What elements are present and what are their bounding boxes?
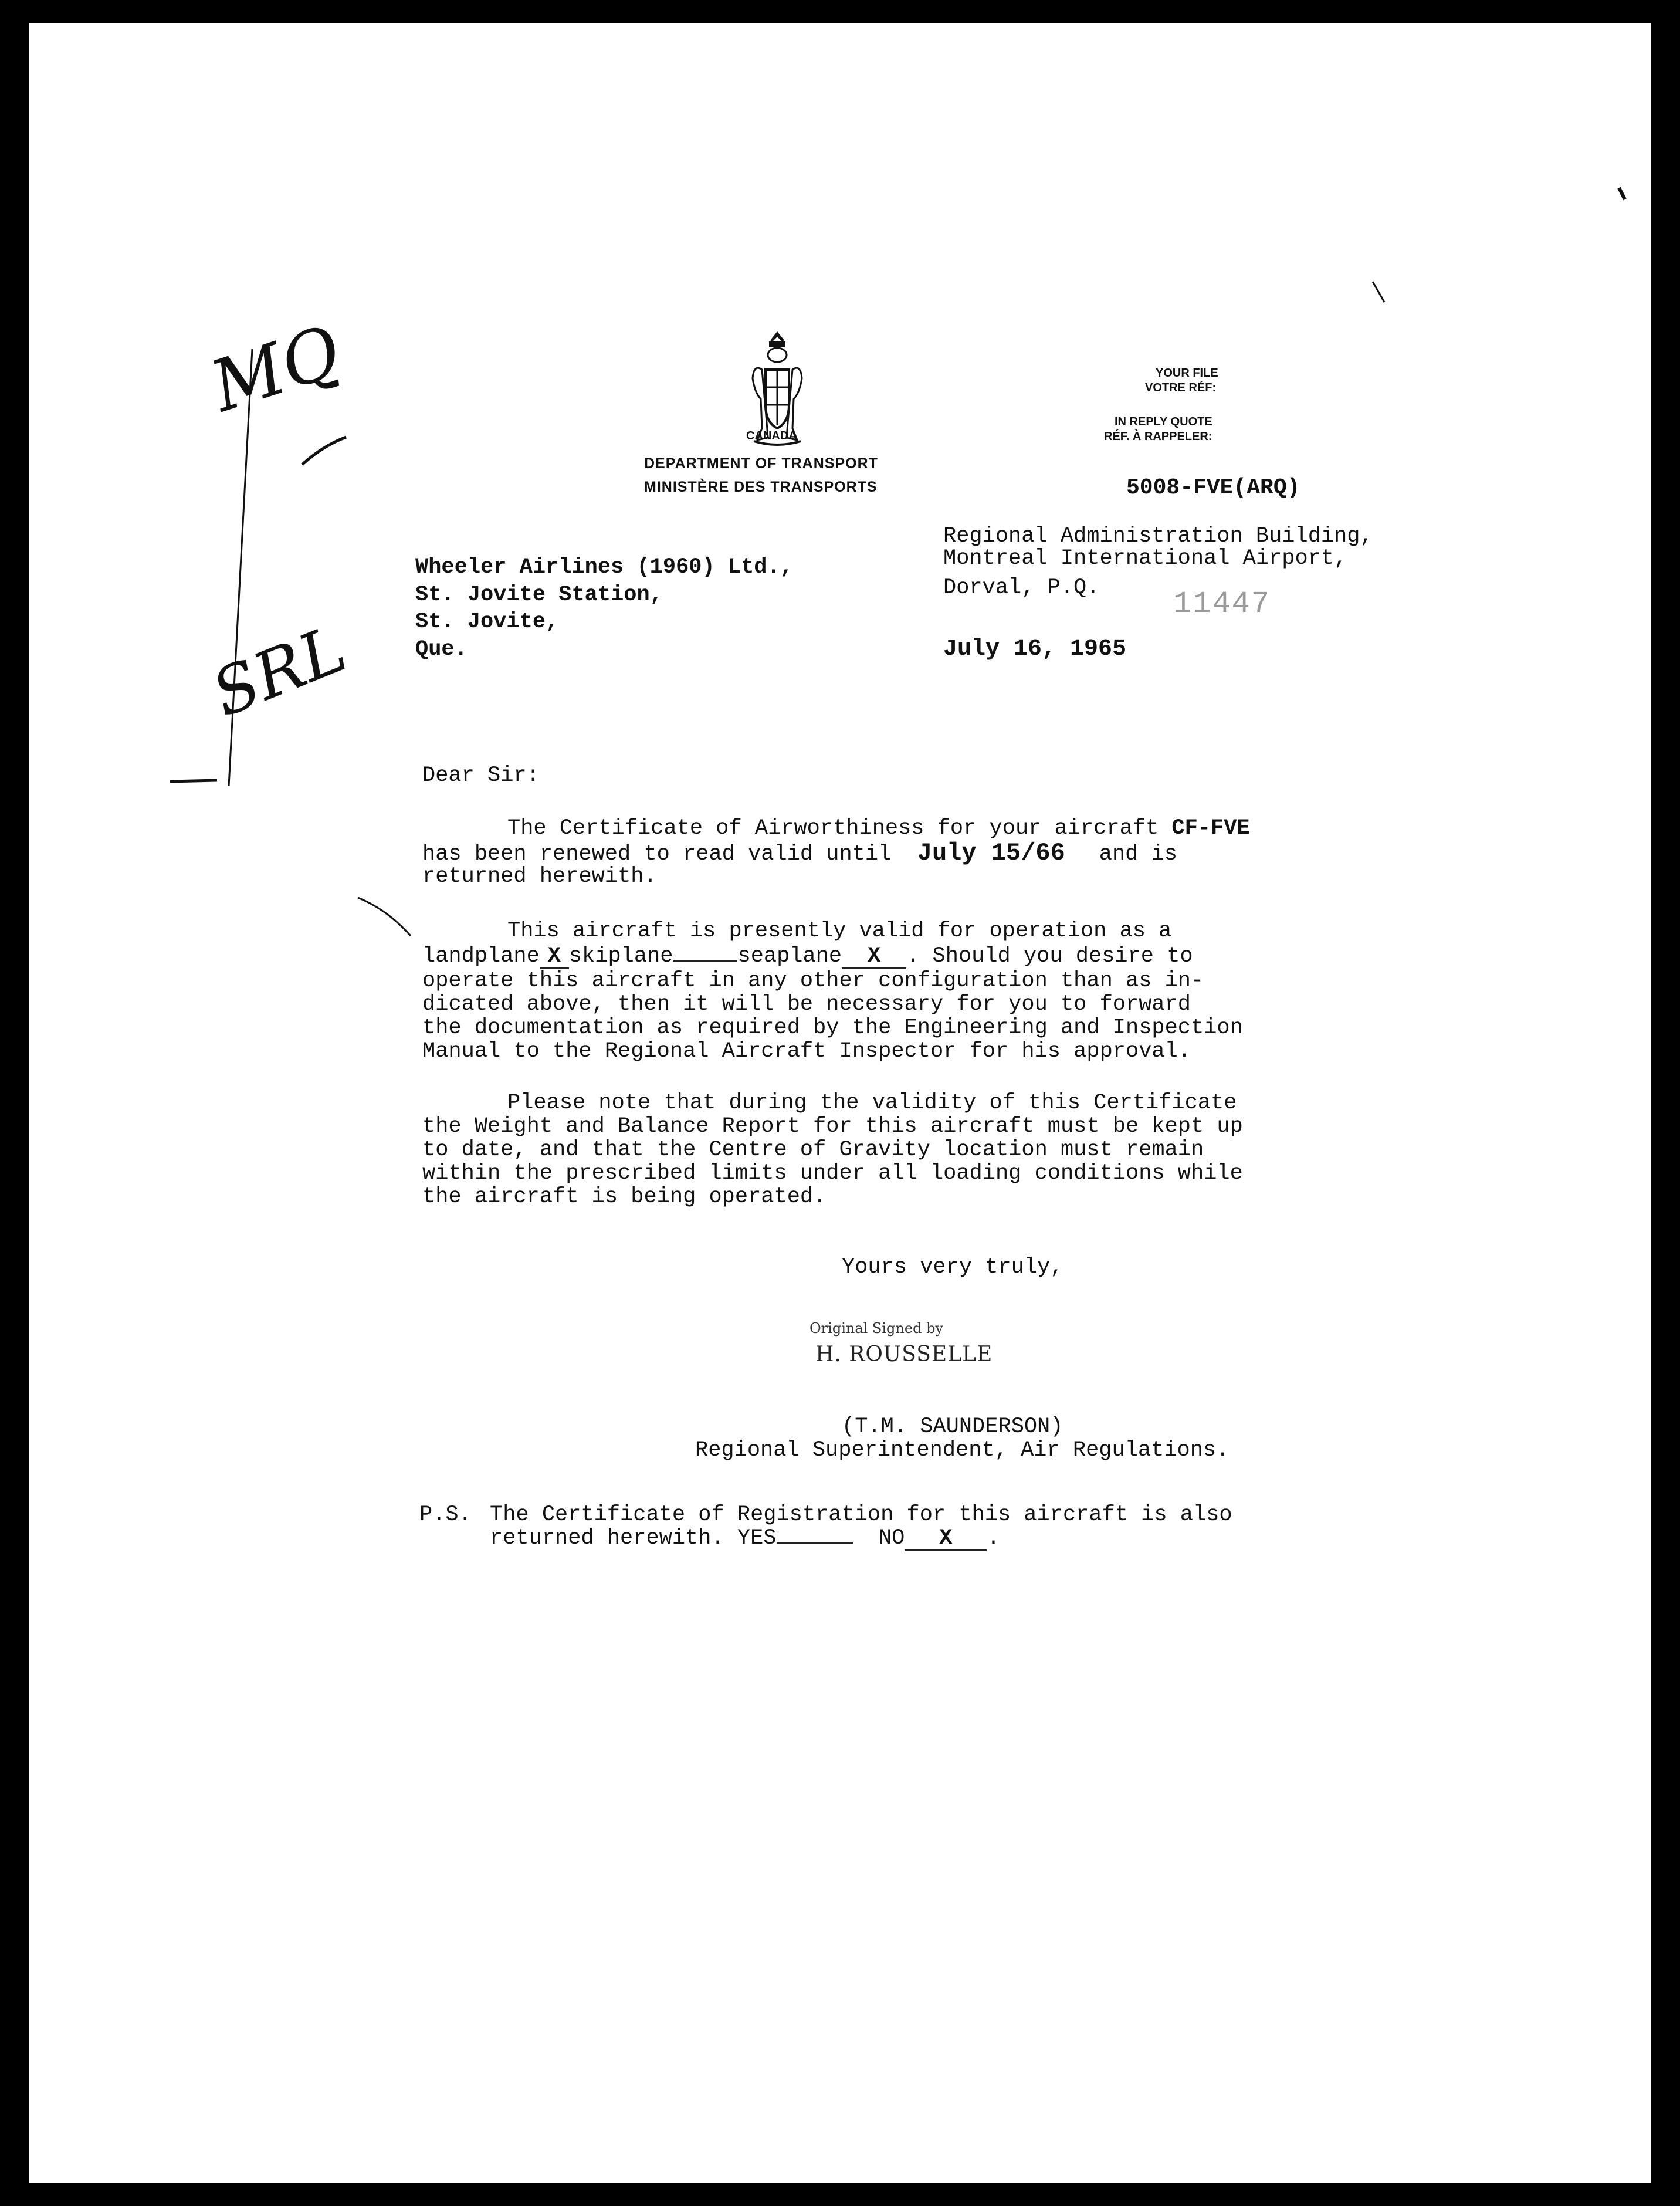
paragraph1-text: and is: [1099, 842, 1177, 867]
paragraph2-text: . Should you desire to: [906, 944, 1193, 969]
no-label: NO: [878, 1526, 905, 1551]
your-file-en: YOUR FILE: [1156, 367, 1218, 380]
landplane-mark: X: [540, 945, 569, 969]
department-fr: MINISTÈRE DES TRANSPORTS: [644, 479, 878, 495]
department-en: DEPARTMENT OF TRANSPORT: [644, 455, 878, 472]
signature-stamp-line2: H. ROUSSELLE: [815, 1342, 993, 1366]
seaplane-mark: X: [842, 945, 906, 969]
sender-address-line: Dorval, P.Q.: [943, 576, 1100, 600]
salutation: Dear Sir:: [422, 763, 540, 788]
reply-quote-fr: RÉF. À RAPPELER:: [1104, 430, 1212, 443]
paragraph3-line: within the prescribed limits under all loading conditions while: [422, 1161, 1243, 1186]
ps-label: P.S.: [419, 1503, 472, 1527]
skiplane-label: skiplane: [568, 944, 673, 969]
letter-date: July 16, 1965: [943, 636, 1127, 662]
pen-marks: [29, 23, 1651, 2183]
signatory-name: (T.M. SAUNDERSON): [842, 1415, 1063, 1439]
paragraph3-line: the aircraft is being operated.: [422, 1185, 827, 1209]
seaplane-label: seaplane: [737, 944, 842, 969]
paragraph2-line1: This aircraft is presently valid for operation as a: [507, 919, 1172, 943]
paragraph2-line: operate this aircraft in any other configuration than as in-: [422, 969, 1204, 993]
yes-label: YES: [737, 1526, 777, 1551]
aircraft-registration: CF-FVE: [1171, 816, 1250, 841]
reply-quote-en: IN REPLY QUOTE: [1115, 415, 1212, 428]
file-stamp: 11447: [1173, 587, 1271, 621]
paragraph3-line: Please note that during the validity of this Certificate: [507, 1091, 1237, 1115]
paragraph2-line: dicated above, then it will be necessary for you to forward: [422, 992, 1191, 1017]
sender-address-line: Regional Administration Building,: [943, 524, 1373, 549]
paragraph1-line3: returned herewith.: [422, 864, 657, 889]
landplane-label: landplane: [422, 944, 540, 969]
recipient-line: Wheeler Airlines (1960) Ltd.,: [415, 555, 793, 580]
paragraph1-text: The Certificate of Airworthiness for your aircraft: [507, 816, 1159, 841]
recipient-line: Que.: [415, 637, 468, 662]
signature-stamp-line1: Original Signed by: [809, 1320, 943, 1337]
ps-text: returned herewith.: [490, 1526, 724, 1551]
letter-page: [29, 23, 1651, 2183]
recipient-line: St. Jovite Station,: [415, 583, 663, 607]
paragraph2-line: Manual to the Regional Aircraft Inspector for his approval.: [422, 1039, 1191, 1064]
handwritten-initials-mid: SRL: [202, 611, 356, 732]
recipient-line: St. Jovite,: [415, 610, 559, 634]
ps-line1: The Certificate of Registration for this aircraft is also: [490, 1503, 1232, 1527]
paragraph3-line: to date, and that the Centre of Gravity location must remain: [422, 1138, 1204, 1162]
valid-until-date: July 15/66: [917, 839, 1065, 867]
your-file-fr: VOTRE RÉF:: [1145, 381, 1217, 394]
country-label: CANADA: [746, 429, 797, 442]
ps-text: .: [987, 1526, 1000, 1551]
handwritten-initials-top: MQ: [201, 310, 351, 428]
paragraph3-line: the Weight and Balance Report for this aircraft must be kept up: [422, 1114, 1243, 1139]
sender-address-line: Montreal International Airport,: [943, 546, 1347, 571]
no-mark: X: [905, 1527, 987, 1551]
reference-number: 5008-FVE(ARQ): [1126, 475, 1300, 500]
closing: Yours very truly,: [842, 1255, 1063, 1280]
paragraph1-text: has been renewed to read valid until: [422, 842, 892, 867]
signatory-title: Regional Superintendent, Air Regulations.: [695, 1438, 1229, 1463]
paragraph2-line: the documentation as required by the Engineering and Inspection: [422, 1016, 1243, 1040]
